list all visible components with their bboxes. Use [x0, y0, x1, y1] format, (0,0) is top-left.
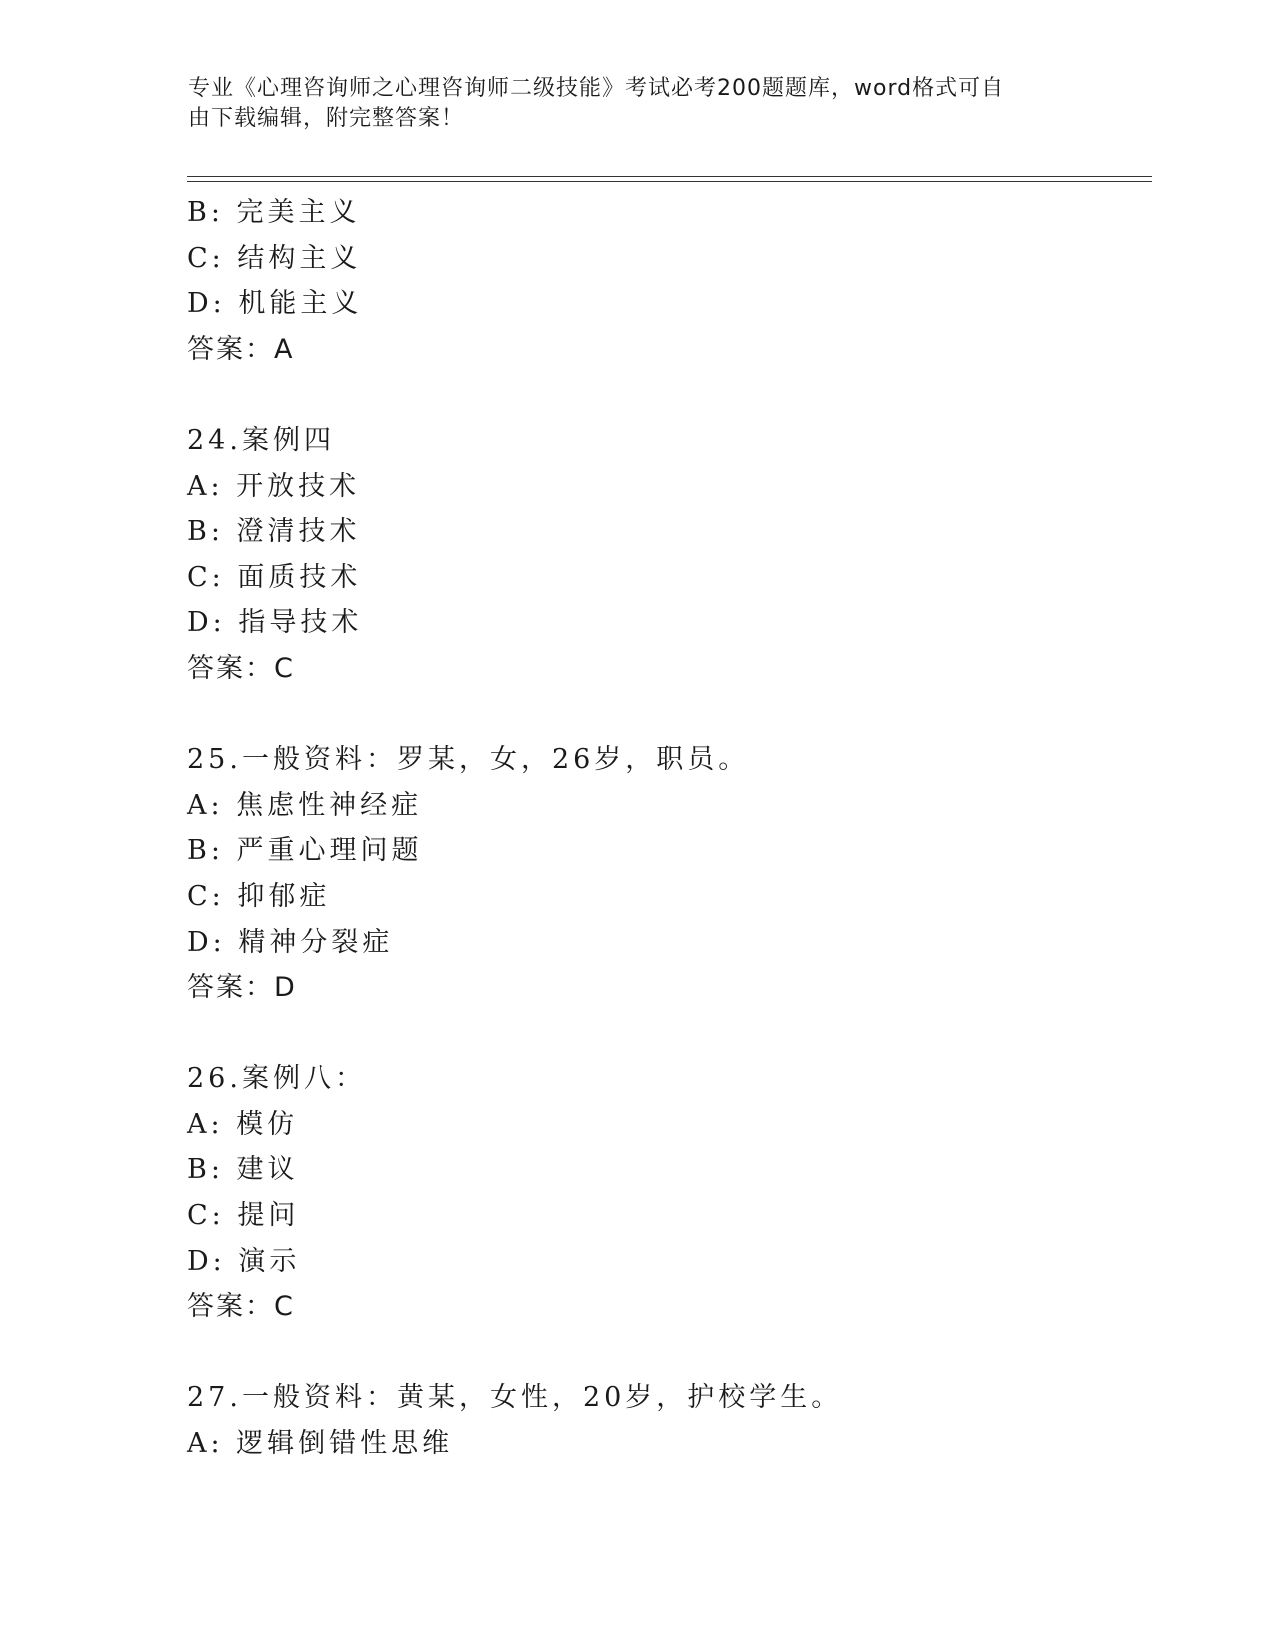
option-line: A: 开放技术: [187, 470, 361, 502]
header-line-2: 由下载编辑，附完整答案！: [188, 106, 465, 131]
header-divider-bottom: [187, 181, 1152, 182]
option-line: A: 焦虑性神经症: [187, 789, 423, 821]
answer-label: 答案：: [187, 972, 274, 1004]
answer-line: [187, 1284, 1152, 1330]
question-title: 27.一般资料：黄某，女性，20岁，护校学生。: [187, 1382, 843, 1414]
option-line: A: 逻辑倒错性思维: [187, 1428, 454, 1460]
question-block: [187, 1056, 1152, 1330]
answer-value: A: [274, 333, 295, 365]
option-line: B: 完美主义: [187, 197, 361, 228]
answer-value: D: [274, 972, 297, 1004]
block-spacer: [187, 372, 1152, 418]
answer-value: C: [274, 1291, 295, 1323]
option-line: D: 指导技术: [187, 607, 363, 639]
answer-line: [187, 327, 1152, 373]
question-title: 24.案例四: [187, 424, 335, 456]
option-line: B: 建议: [187, 1154, 299, 1186]
question-block: [187, 418, 1152, 692]
answer-label: 答案：: [187, 333, 274, 365]
question-list: [187, 190, 1152, 1467]
option-line: D: 演示: [187, 1245, 301, 1277]
option-line: B: 澄清技术: [187, 516, 361, 548]
question-block: [187, 190, 1152, 372]
block-spacer: [187, 692, 1152, 738]
question-block: [187, 737, 1152, 1011]
option-line: C: 面质技术: [187, 561, 362, 593]
header-line-1: 专业《心理咨询师之心理咨询师二级技能》考试必考200题题库，word格式可自: [188, 76, 1005, 101]
option-line: D: 精神分裂症: [187, 926, 394, 958]
option-line: C: 提问: [187, 1200, 300, 1232]
option-line: D: 机能主义: [187, 288, 363, 320]
block-spacer: [187, 1011, 1152, 1057]
answer-value: C: [274, 652, 295, 684]
question-block: [187, 1375, 1152, 1466]
block-spacer: [187, 1330, 1152, 1376]
answer-label: 答案：: [187, 652, 274, 684]
option-line: C: 结构主义: [187, 242, 362, 274]
question-title: 25.一般资料：罗某，女，26岁，职员。: [187, 744, 750, 776]
answer-line: [187, 646, 1152, 692]
option-line: A: 模仿: [187, 1108, 299, 1140]
option-line: C: 抑郁症: [187, 880, 331, 912]
answer-label: 答案：: [187, 1291, 274, 1323]
question-title: 26.案例八：: [187, 1063, 366, 1095]
document-header: [188, 74, 1068, 134]
header-divider-top: [187, 176, 1152, 177]
option-line: B: 严重心理问题: [187, 835, 423, 867]
answer-line: [187, 965, 1152, 1011]
